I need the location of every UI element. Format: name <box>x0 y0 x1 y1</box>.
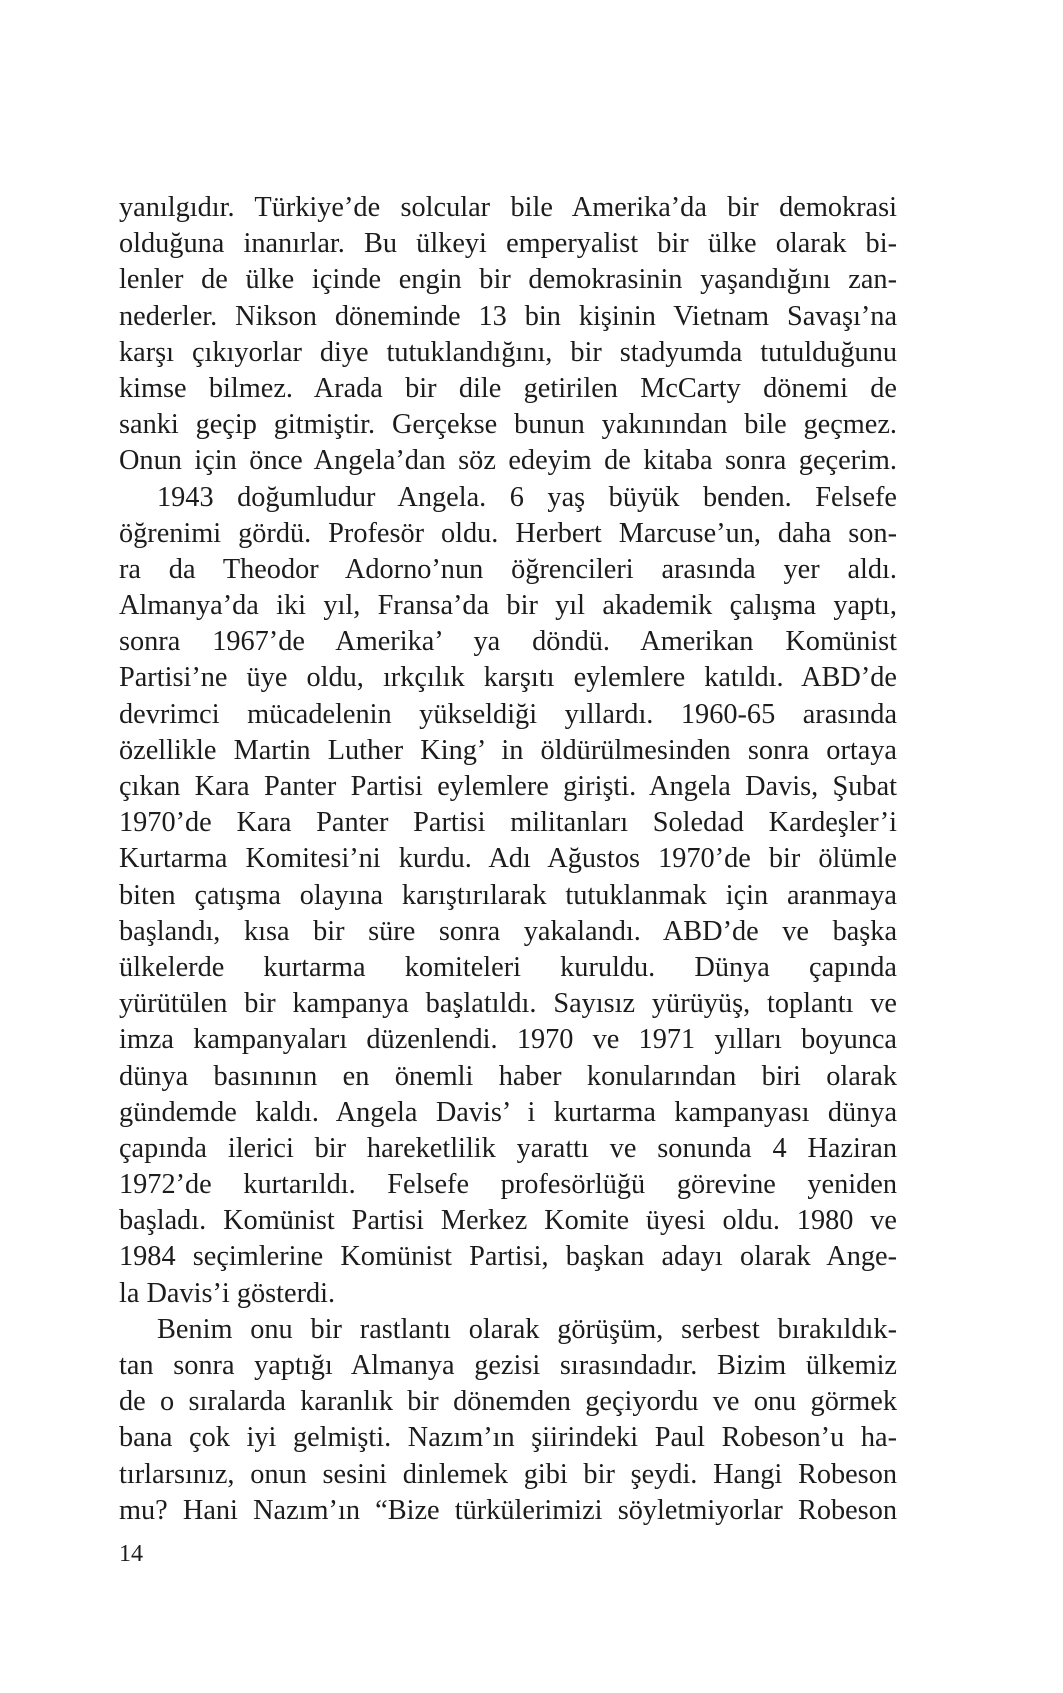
body-text <box>119 190 897 1529</box>
text-line: 1972’de kurtarıldı. Felsefe profesörlüğü görevine yeniden <box>119 1169 897 1201</box>
text-line: Partisi’ne üye oldu, ırkçılık karşıtı eylemlere katıldı. ABD’de <box>119 662 897 694</box>
text-line: yürütülen bir kampanya başlatıldı. Sayısız yürüyüş, toplantı ve <box>119 988 897 1020</box>
text-line: olduğuna inanırlar. Bu ülkeyi emperyalist bir ülke olarak bi- <box>119 228 897 260</box>
text-line: ra da Theodor Adorno’nun öğrencileri arasında yer aldı. <box>119 553 897 585</box>
text-line: sonra 1967’de Amerika’ ya döndü. Amerikan Komünist <box>119 626 897 658</box>
text-line: karşı çıkıyorlar diye tutuklandığını, bir stadyumda tutulduğunu <box>119 336 897 368</box>
text-line: başlandı, kısa bir süre sonra yakalandı. ABD’de ve başka <box>119 915 897 947</box>
text-line: çapında ilerici bir hareketlilik yarattı ve sonunda 4 Haziran <box>119 1132 897 1164</box>
text-line: Almanya’da iki yıl, Fransa’da bir yıl akademik çalışma yaptı, <box>119 590 897 622</box>
text-line: lenler de ülke içinde engin bir demokrasinin yaşandığını zan- <box>119 264 897 296</box>
paragraph-start-line: Benim onu bir rastlantı olarak görüşüm, serbest bırakıldık- <box>157 1313 897 1345</box>
text-line: kimse bilmez. Arada bir dile getirilen McCarty dönemi de <box>119 372 897 404</box>
text-line: mu? Hani Nazım’ın “Bize türkülerimizi söyletmiyorlar Robeson <box>119 1494 897 1526</box>
text-line: öğrenimi gördü. Profesör oldu. Herbert Marcuse’un, daha son- <box>119 517 897 549</box>
text-line: dünya basınının en önemli haber konularından biri olarak <box>119 1060 897 1092</box>
text-line: nederler. Nikson döneminde 13 bin kişinin Vietnam Savaşı’na <box>119 300 897 332</box>
text-line: tan sonra yaptığı Almanya gezisi sırasındadır. Bizim ülkemiz <box>119 1350 897 1381</box>
text-line: Kurtarma Komitesi’ni kurdu. Adı Ağustos 1970’de bir ölümle <box>119 843 897 875</box>
text-line: ülkelerde kurtarma komiteleri kuruldu. Dünya çapında <box>119 951 897 983</box>
text-line: sanki geçip gitmiştir. Gerçekse bunun yakınından bile geçmez. <box>119 409 897 441</box>
page-number: 14 <box>119 1541 143 1567</box>
text-line: 1984 seçimlerine Komünist Partisi, başkan adayı olarak Ange- <box>119 1241 897 1273</box>
text-line: biten çatışma olayına karıştırılarak tutuklanmak için aranmaya <box>119 879 897 911</box>
text-line: başladı. Komünist Partisi Merkez Komite üyesi oldu. 1980 ve <box>119 1205 897 1237</box>
text-line: tırlarsınız, onun sesini dinlemek gibi bir şeydi. Hangi Robeson <box>119 1458 897 1490</box>
paragraph-start-line: 1943 doğumludur Angela. 6 yaş büyük benden. Felsefe <box>157 481 897 513</box>
text-line: yanılgıdır. Türkiye’de solcular bile Amerika’da bir demokrasi <box>119 192 897 223</box>
text-line: devrimci mücadelenin yükseldiği yıllardı. 1960-65 arasında <box>119 698 897 730</box>
text-line: Onun için önce Angela’dan söz edeyim de kitaba sonra geçerim. <box>119 445 897 477</box>
text-line: imza kampanyaları düzenlendi. 1970 ve 1971 yılları boyunca <box>119 1024 897 1056</box>
text-line: de o sıralarda karanlık bir dönemden geçiyordu ve onu görmek <box>119 1386 897 1418</box>
text-line: çıkan Kara Panter Partisi eylemlere girişti. Angela Davis, Şubat <box>119 771 897 802</box>
text-line: 1970’de Kara Panter Partisi militanları Soledad Kardeşler’i <box>119 807 897 839</box>
text-line: bana çok iyi gelmişti. Nazım’ın şiirindeki Paul Robeson’u ha- <box>119 1422 897 1454</box>
text-line: gündemde kaldı. Angela Davis’ i kurtarma kampanyası dünya <box>119 1096 897 1128</box>
text-line: özellikle Martin Luther King’ in öldürülmesinden sonra ortaya <box>119 734 897 766</box>
paragraph-end-line: la Davis’i gösterdi. <box>119 1277 336 1309</box>
